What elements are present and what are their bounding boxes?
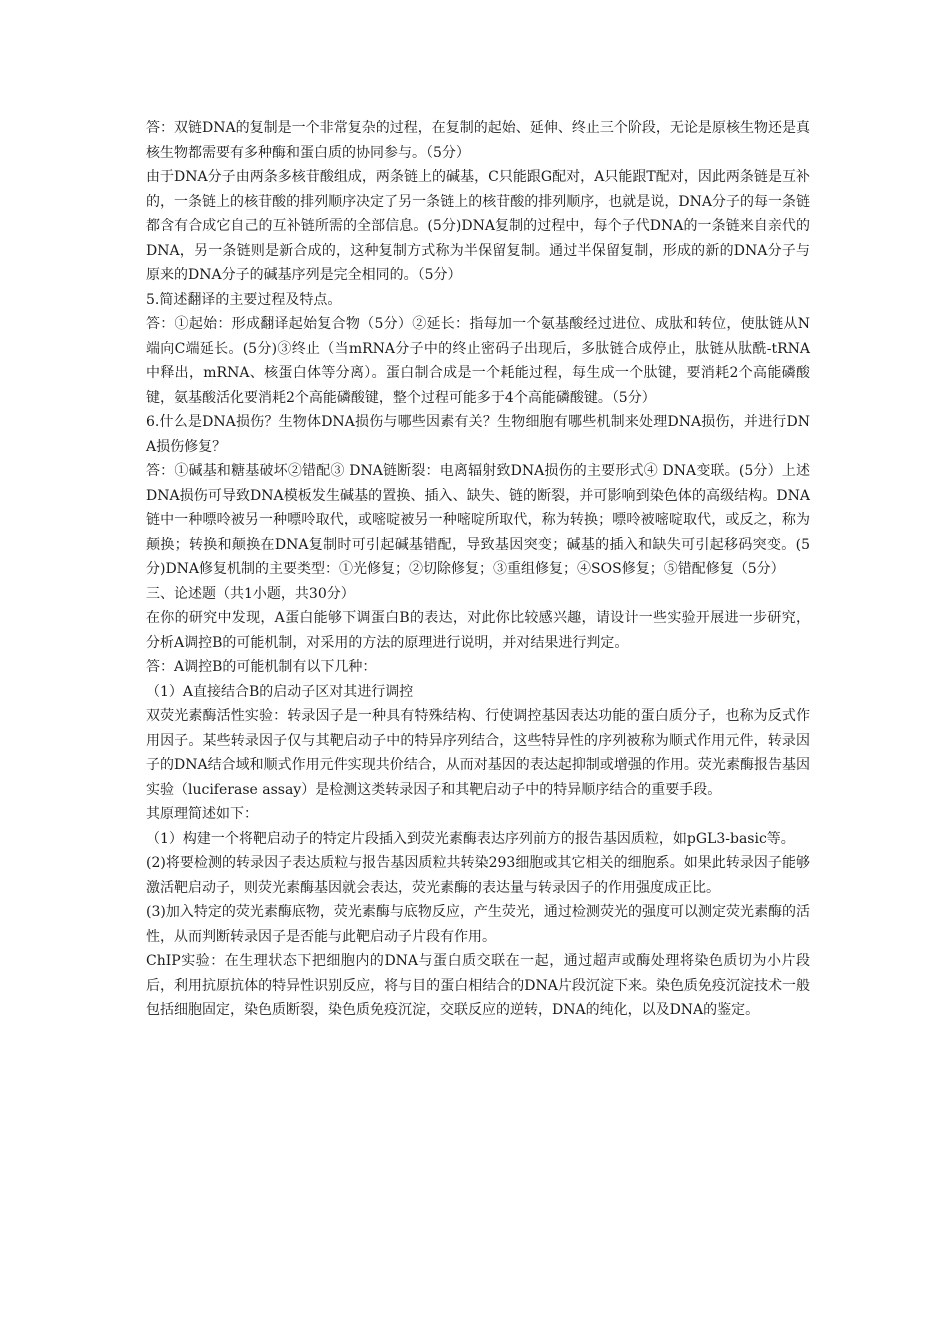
document-page bbox=[146, 116, 810, 1023]
principle-heading: 其原理简述如下： bbox=[146, 806, 258, 822]
essay-answer-intro: 答：A调控B的可能机制有以下几种： bbox=[146, 659, 377, 675]
luciferase-assay-description: 双荧光素酶活性实验：转录因子是一种具有特殊结构、行使调控基因表达功能的蛋白质分子，也称为反式作用因子。某些转录因子仅与其靶启动子中的特异序列结合，这些特异性的序列被称为顺式作用元件，转录因子的DNA结合域和顺式作用元件实现共价结合，从而对基因的表达起抑制或增强的作用。荧光素酶报告基因实验（luciferase assay）是检测这类转录因子和其靶启动子中的特异顺序结合的重要手段。 bbox=[146, 708, 810, 798]
mechanism-1: （1）A直接结合B的启动子区对其进行调控 bbox=[146, 683, 414, 700]
chip-experiment: ChIP实验：在生理状态下把细胞内的DNA与蛋白质交联在一起，通过超声或酶处理将染色质切为小片段后，利用抗原抗体的特异性识别反应，将与目的蛋白相结合的DNA片段沉淀下来。染色质免疫沉淀技术一般包括细胞固定，染色质断裂，染色质免疫沉淀，交联反应的逆转，DNA的纯化，以及DNA的鉴定。 bbox=[146, 953, 810, 1018]
answer-4-intro: 答：双链DNA的复制是一个非常复杂的过程，在复制的起始、延伸、终止三个阶段，无论是原核生物还是真核生物都需要有多种酶和蛋白质的协同参与。（5分） bbox=[146, 120, 810, 161]
question-5: 5.简述翻译的主要过程及特点。 bbox=[146, 291, 342, 308]
principle-step-2: (2)将要检测的转录因子表达质粒与报告基因质粒共转染293细胞或其它相关的细胞系。如果此转录因子能够激活靶启动子，则荧光素酶基因就会表达，荧光素酶的表达量与转录因子的作用强度成正比。 bbox=[146, 855, 810, 896]
answer-5: 答：①起始：形成翻译起始复合物（5分）②延长：指每加一个氨基酸经过进位、成肽和转位，使肽链从N端向C端延长。(5分)③终止（当mRNA分子中的终止密码子出现后，多肽链合成停止，肽链从肽酰-tRNA中释出，mRNA、核蛋白体等分离）。蛋白制合成是一个耗能过程，每生成一个肽键，要消耗2个高能磷酸键，氨基酸活化要消耗2个高能磷酸键，整个过程可能多于4个高能磷酸键。（5分） bbox=[146, 316, 810, 406]
answer-6: 答：①碱基和糖基破坏②错配③ DNA链断裂：电离辐射致DNA损伤的主要形式④ DNA变联。(5分）上述DNA损伤可导致DNA模板发生碱基的置换、插入、缺失、链的断裂，并可影响到染色体的高级结构。DNA链中一种嘌呤被另一种嘌呤取代，或嘧啶被另一种嘧啶所取代，称为转换；嘌呤被嘧啶取代，或反之，称为颠换；转换和颠换在DNA复制时可引起碱基错配，导致基因突变；碱基的插入和缺失可引起移码突变。(5分)DNA修复机制的主要类型：①光修复；②切除修复；③重组修复；④SOS修复；⑤错配修复（5分） bbox=[146, 463, 810, 577]
essay-question: 在你的研究中发现，A蛋白能够下调蛋白B的表达，对此你比较感兴趣，请设计一些实验开展进一步研究，分析A调控B的可能机制，对采用的方法的原理进行说明，并对结果进行判定。 bbox=[146, 610, 810, 651]
section-3-heading: 三、论述题（共1小题，共30分） bbox=[146, 585, 355, 602]
question-6: 6.什么是DNA损伤？生物体DNA损伤与哪些因素有关？生物细胞有哪些机制来处理DNA损伤，并进行DNA损伤修复？ bbox=[146, 414, 810, 455]
principle-step-1: （1）构建一个将靶启动子的特定片段插入到荧光素酶表达序列前方的报告基因质粒，如pGL3-basic等。 bbox=[146, 830, 795, 847]
answer-4-detail: 由于DNA分子由两条多核苷酸组成，两条链上的碱基，C只能跟G配对，A只能跟T配对，因此两条链是互补的，一条链上的核苷酸的排列顺序决定了另一条链上的核苷酸的排列顺序，也就是说，DNA分子的每一条链都含有合成它自己的互补链所需的全部信息。(5分)DNA复制的过程中，每个子代DNA的一条链来自亲代的DNA，另一条链则是新合成的，这种复制方式称为半保留复制。通过半保留复制，形成的新的DNA分子与原来的DNA分子的碱基序列是完全相同的。（5分） bbox=[146, 169, 810, 283]
principle-step-3: (3)加入特定的荧光素酶底物，荧光素酶与底物反应，产生荧光，通过检测荧光的强度可以测定荧光素酶的活性，从而判断转录因子是否能与此靶启动子片段有作用。 bbox=[146, 904, 810, 945]
